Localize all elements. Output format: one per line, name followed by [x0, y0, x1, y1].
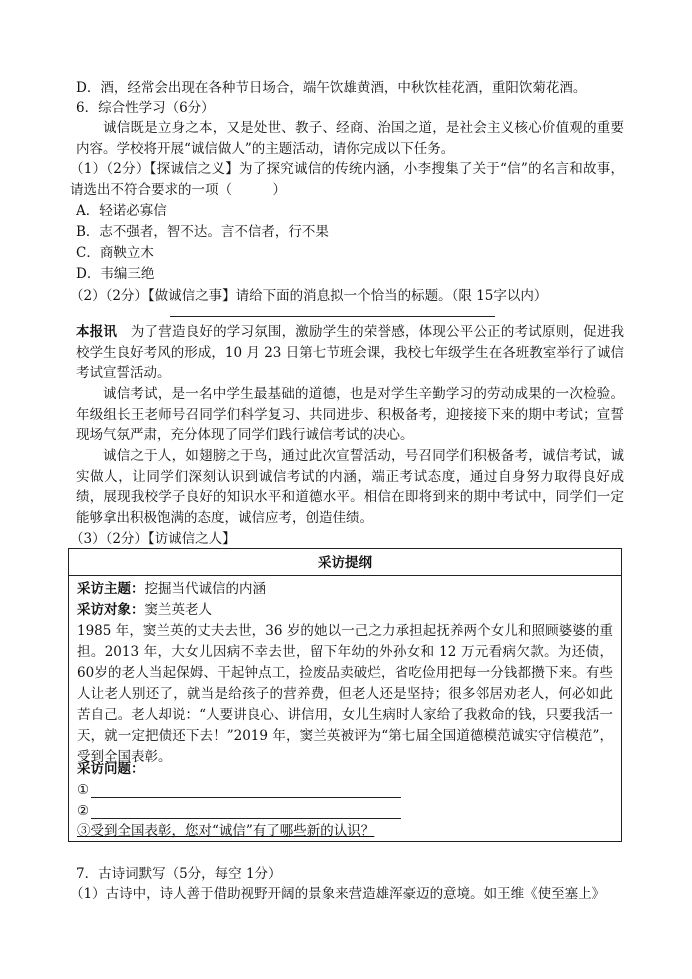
question-1-number: ①	[77, 782, 90, 798]
interview-question-3: ③受到全国表彰，您对“诚信”有了哪些新的认识？	[77, 823, 375, 839]
topic-label: 采访主题：	[77, 581, 145, 597]
interview-story: 1985 年，窦兰英的丈夫去世，36 岁的她以一己之力承担起抚养两个女儿和照顾婆婆的重担。2013 年，大女儿因病不幸去世，留下年幼的外孙女和 12 万元看病欠款。为还债，60岁的老人当起保姆、干起钟点工，捡废品卖破烂，省吃俭用把每一分钱都攒下来。有些人让老人别还了，就当是给孩子的营养费，但老人还是坚持；很多邻居劝老人，何必如此苦自己。老人却说：“人要讲良心、讲信用，女儿生病时人家给了我救命的钱，只要我活一天，就一定把债还下去！”2019 年，窦兰英被评为“第七届全国道德模范诚实守信模范”，受到全国表彰。	[77, 623, 613, 765]
question-1-answer-line[interactable]	[91, 797, 401, 798]
question-7-title: 7．古诗词默写（5分，每空 1分）	[76, 866, 282, 882]
questions-label: 采访问题：	[77, 761, 145, 777]
option-a: A．轻诺必寡信	[76, 203, 167, 219]
news-lead: 本报讯	[76, 324, 118, 340]
interview-topic	[77, 579, 266, 599]
question-6-2: （2）（2分）【做诚信之事】请给下面的消息拟一个恰当的标题。（限 15字以内）	[70, 288, 548, 304]
question-7-1: （1）古诗中，诗人善于借助视野开阔的景象来营造雄浑豪迈的意境。如王维《使至塞上》	[70, 886, 606, 902]
interview-outline-box	[68, 548, 622, 842]
news-paragraph-2: 诚信考试，是一名中学生最基础的道德，也是对学生辛勤学习的劳动成果的一次检验。年级组长王老师号召同学们科学复习、共同进步、积极备考，迎接接下来的期中考试；宣誓现场气氛严肃，充分体现了同学们践行诚信考试的决心。	[76, 386, 624, 443]
question-6-intro: 诚信既是立身之本，又是处世、教子、经商、治国之道，是社会主义核心价值观的重要内容。学校将开展“诚信做人”的主题活动，请你完成以下任务。	[76, 120, 624, 157]
question-6-1: （1）（2分）【探诚信之义】为了探究诚信的传统内涵，小李搜集了关于“信”的名言和故事，请选出不符合要求的一项（ ）	[70, 161, 624, 198]
option-d: D．韦编三绝	[76, 266, 155, 282]
interview-object	[77, 600, 212, 620]
question-2-answer-line[interactable]	[91, 818, 401, 819]
news-p1-text: 为了营造良好的学习氛围，激励学生的荣誉感，体现公平公正的考试原则，促进我校学生良好考风的形成，10 月 23 日第七节班会课，我校七年级学生在各班教室举行了诚信考试宣誓活动。	[76, 324, 625, 381]
interview-outline-title: 采访提纲	[318, 555, 372, 571]
question-6-3: （3）（2分）【访诚信之人】	[70, 531, 236, 547]
news-paragraph-1	[76, 322, 624, 384]
topic-value: 挖掘当代诚信的内涵	[144, 581, 266, 597]
option-c: C．商鞅立木	[76, 245, 154, 261]
interview-question-1	[77, 780, 89, 800]
object-label: 采访对象：	[77, 602, 145, 618]
question-6-title: 6．综合性学习（6分）	[76, 100, 215, 116]
question-2-number: ②	[77, 803, 90, 819]
news-paragraph-3: 诚信之于人，如翅膀之于鸟，通过此次宣誓活动，号召同学们积极备考，诚信考试，诚实做人，让同学们深刻认识到诚信考试的内涵，端正考试态度，通过自身努力取得良好成绩，展现我校学子良好的知识水平和道德水平。相信在即将到来的期中考试中，同学们一定能够拿出积极饱满的态度，诚信应考，创造佳绩。	[76, 448, 624, 526]
interview-question-2	[77, 801, 89, 821]
box-divider	[69, 575, 621, 576]
option-b: B．志不强者，智不达。言不信者，行不果	[76, 224, 329, 240]
object-value: 窦兰英老人	[144, 602, 212, 618]
option-d-wine: D．酒，经常会出现在各种节日场合，端午饮雄黄酒，中秋饮桂花酒，重阳饮菊花酒。	[76, 80, 587, 96]
title-answer-line[interactable]	[170, 316, 495, 317]
